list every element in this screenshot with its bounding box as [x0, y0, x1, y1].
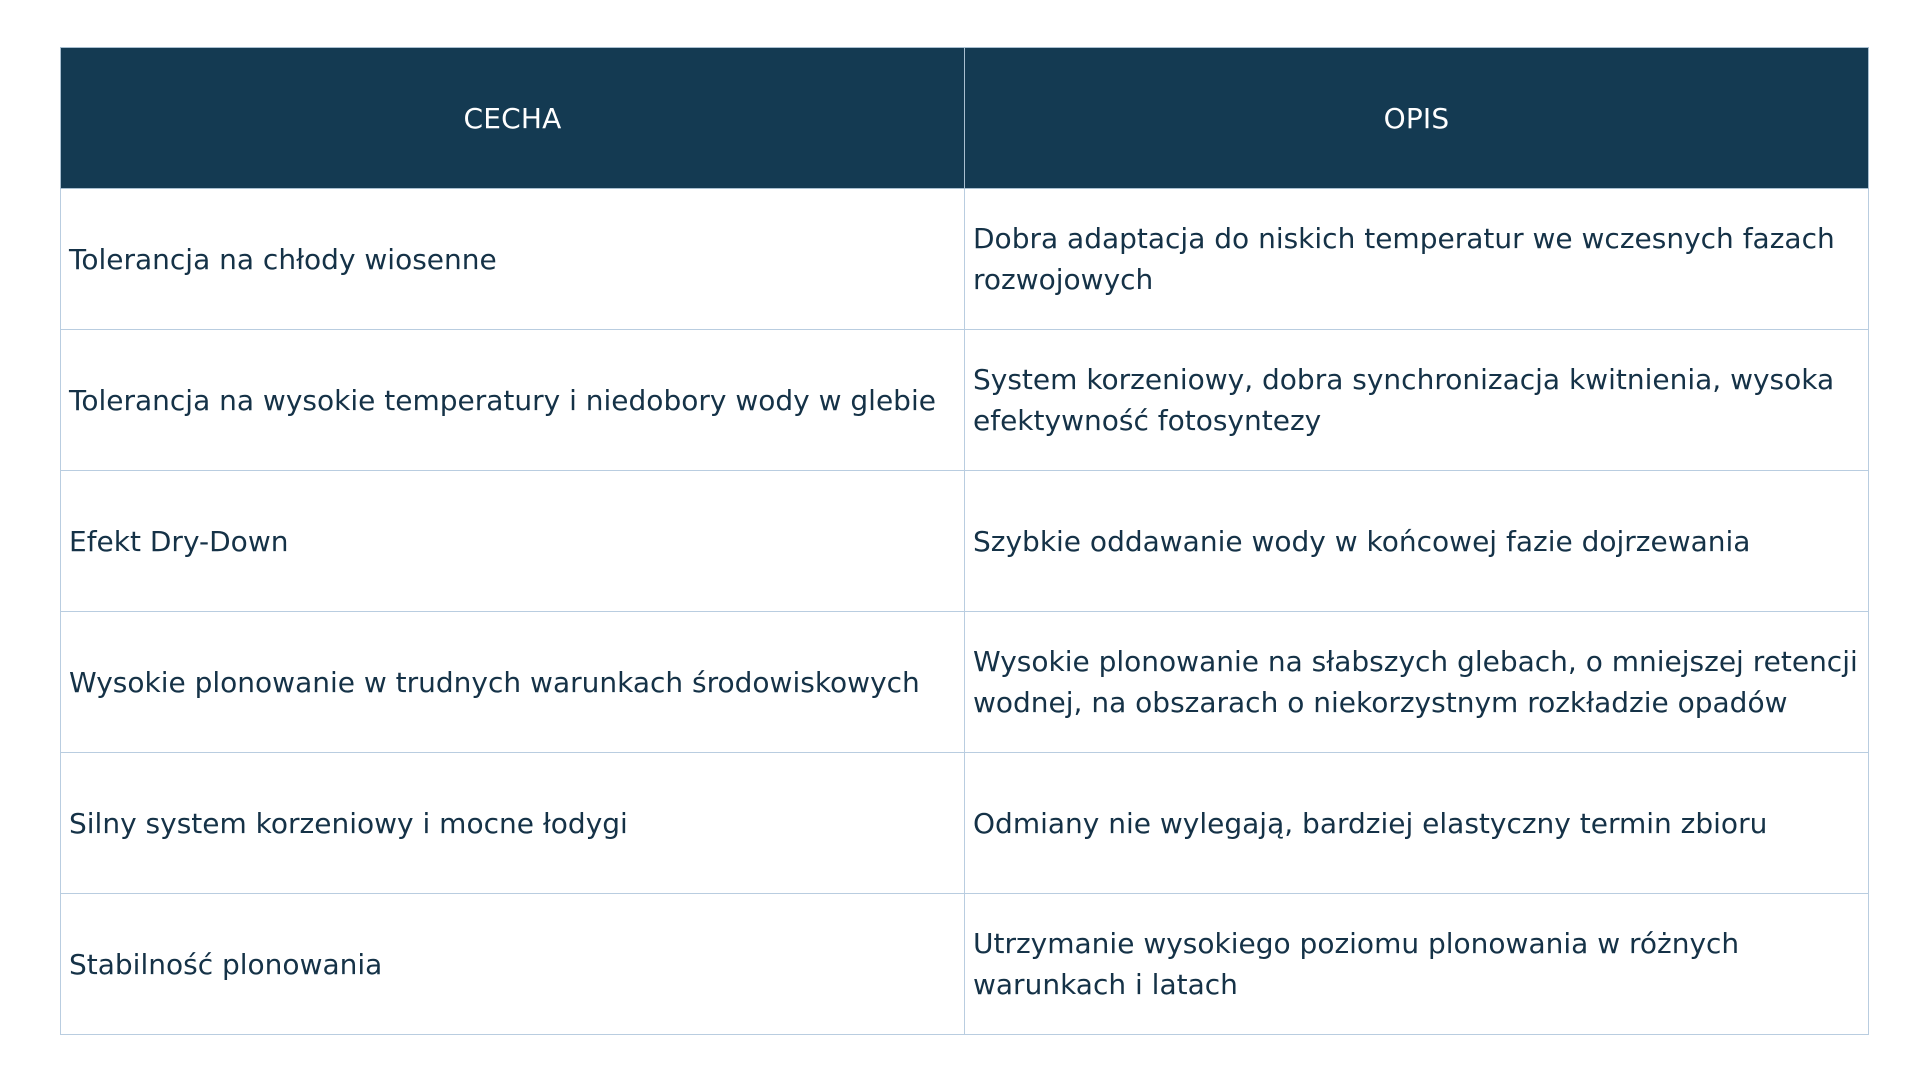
- feature-cell: Silny system korzeniowy i mocne łodygi: [61, 753, 965, 894]
- description-cell: System korzeniowy, dobra synchronizacja kwitnienia, wysoka efektywność fotosyntezy: [965, 330, 1869, 471]
- table-body: [61, 189, 1869, 1035]
- traits-table-container: [60, 47, 1868, 1035]
- column-header-description: OPIS: [965, 48, 1869, 189]
- feature-cell: Tolerancja na wysokie temperatury i niedobory wody w glebie: [61, 330, 965, 471]
- description-cell: Wysokie plonowanie na słabszych glebach, o mniejszej retencji wodnej, na obszarach o niekorzystnym rozkładzie opadów: [965, 612, 1869, 753]
- feature-cell: Stabilność plonowania: [61, 894, 965, 1035]
- table-row: [61, 612, 1869, 753]
- table-row: [61, 753, 1869, 894]
- column-header-feature: CECHA: [61, 48, 965, 189]
- table-row: [61, 894, 1869, 1035]
- feature-cell: Efekt Dry-Down: [61, 471, 965, 612]
- table-header: [61, 48, 1869, 189]
- header-row: [61, 48, 1869, 189]
- description-cell: Odmiany nie wylegają, bardziej elastyczny termin zbioru: [965, 753, 1869, 894]
- table-row: [61, 471, 1869, 612]
- feature-cell: Tolerancja na chłody wiosenne: [61, 189, 965, 330]
- description-cell: Utrzymanie wysokiego poziomu plonowania w różnych warunkach i latach: [965, 894, 1869, 1035]
- table-row: [61, 189, 1869, 330]
- table-row: [61, 330, 1869, 471]
- description-cell: Szybkie oddawanie wody w końcowej fazie dojrzewania: [965, 471, 1869, 612]
- feature-cell: Wysokie plonowanie w trudnych warunkach środowiskowych: [61, 612, 965, 753]
- traits-table: [60, 47, 1869, 1035]
- description-cell: Dobra adaptacja do niskich temperatur we wczesnych fazach rozwojowych: [965, 189, 1869, 330]
